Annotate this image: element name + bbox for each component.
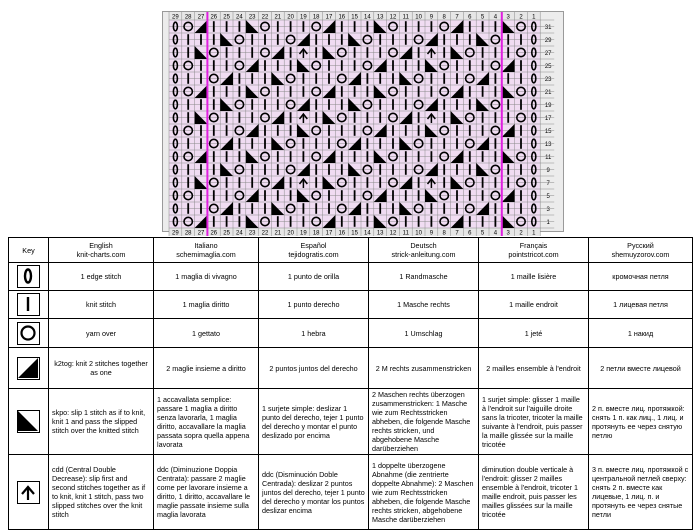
col-number-top: 18 <box>312 14 320 21</box>
col-number-bottom: 20 <box>287 230 294 237</box>
header-key: Key <box>9 238 49 263</box>
row-number: 13 <box>544 142 552 149</box>
legend-it: 1 accavallata semplice: passare 1 maglia a diritto senza lavorarla, 1 maglia diritto, accavallare la maglia passata sopra quella appena lavorata <box>154 389 259 455</box>
row-number: 29 <box>544 38 552 45</box>
col-number-top: 26 <box>210 14 218 21</box>
legend-fr: 1 maille endroit <box>479 291 589 319</box>
col-number-bottom: 25 <box>223 230 230 237</box>
col-number-bottom: 29 <box>172 230 179 237</box>
col-number-top: 15 <box>351 14 358 21</box>
col-number-top: 9 <box>429 14 434 21</box>
col-number-bottom: 8 <box>442 230 446 237</box>
legend-ru: 1 лицевая петля <box>589 291 693 319</box>
col-number-bottom: 21 <box>274 230 282 237</box>
col-number-bottom: 26 <box>210 230 218 237</box>
row-number: 7 <box>546 181 550 188</box>
col-number-top: 2 <box>519 14 523 21</box>
row-number: 15 <box>544 129 552 136</box>
row-number: 27 <box>544 51 552 58</box>
col-number-top: 22 <box>261 14 269 21</box>
header-russian: Русский shemuyzorov.com <box>589 238 693 263</box>
legend-es: 1 punto de orilla <box>259 263 369 291</box>
col-number-bottom: 5 <box>480 230 485 237</box>
col-number-top: 1 <box>532 14 536 21</box>
col-number-top: 10 <box>415 14 422 21</box>
legend-en: k2tog: knit 2 stitches together as one <box>49 348 154 389</box>
knitting-chart-svg <box>163 12 563 237</box>
legend-de: 2 M rechts zusammenstricken <box>369 348 479 389</box>
legend-de: 1 Randmasche <box>369 263 479 291</box>
col-number-top: 5 <box>480 14 485 21</box>
legend-ru: кромочная петля <box>589 263 693 291</box>
legend-row-cdd <box>9 455 693 530</box>
legend-it: 1 maglia diritto <box>154 291 259 319</box>
col-number-bottom: 2 <box>519 230 523 237</box>
col-number-bottom: 28 <box>184 230 192 237</box>
k2tog-icon <box>17 357 40 380</box>
col-number-top: 27 <box>197 14 205 21</box>
col-number-top: 25 <box>223 14 230 21</box>
row-number: 23 <box>544 77 552 84</box>
col-number-top: 20 <box>287 14 294 21</box>
knit-stitch-icon <box>17 293 40 316</box>
legend-es: ddc (Disminución Doble Centrada): deslizar 2 puntos juntos del derecho, tejer 1 punto del derecho y montar los puntos deslizar encima <box>259 455 369 530</box>
col-number-bottom: 27 <box>197 230 205 237</box>
row-number: 3 <box>546 207 550 214</box>
row-number: 21 <box>544 90 552 97</box>
col-number-bottom: 22 <box>261 230 269 237</box>
skpo-icon <box>17 410 40 433</box>
legend-es: 1 hebra <box>259 319 369 348</box>
col-number-top: 14 <box>364 14 371 21</box>
col-number-top: 12 <box>389 14 397 21</box>
col-number-top: 23 <box>248 14 256 21</box>
col-number-bottom: 1 <box>532 230 536 237</box>
col-number-top: 3 <box>506 14 510 21</box>
col-number-top: 7 <box>455 14 459 21</box>
legend-en: cdd (Central Double Decrease): slip first and second stitches together as if to knit, knit 1 stitch, pass two slipped stitches over the knit stitch <box>49 455 154 530</box>
row-number: 31 <box>544 25 552 32</box>
col-number-bottom: 3 <box>506 230 510 237</box>
legend-it: 2 maglie insieme a diritto <box>154 348 259 389</box>
col-number-top: 17 <box>325 14 333 21</box>
col-number-bottom: 13 <box>376 230 384 237</box>
legend-en: yarn over <box>49 319 154 348</box>
col-number-bottom: 9 <box>429 230 434 237</box>
legend-row-edge-stitch <box>9 263 693 291</box>
legend-it: 1 gettato <box>154 319 259 348</box>
legend-de: 1 doppelte überzogene Abnahme (die zentrierte doppelte Abnahme): 2 Maschen wie zum Rechtsstricken abheben, die folgende Masche rechts stricken, abgehobene Masche darüberziehen <box>369 455 479 530</box>
col-number-bottom: 11 <box>402 230 409 237</box>
legend-de: 1 Masche rechts <box>369 291 479 319</box>
col-number-top: 21 <box>274 14 282 21</box>
col-number-top: 16 <box>338 14 346 21</box>
legend-es: 1 punto derecho <box>259 291 369 319</box>
legend-de: 1 Umschlag <box>369 319 479 348</box>
header-german: Deutsch strick-anleitung.com <box>369 238 479 263</box>
col-number-bottom: 12 <box>389 230 397 237</box>
header-english: English knit-charts.com <box>49 238 154 263</box>
col-number-top: 28 <box>184 14 192 21</box>
col-number-top: 19 <box>300 14 307 21</box>
legend-fr: 2 mailles ensemble à l'endroit <box>479 348 589 389</box>
col-number-bottom: 17 <box>325 230 333 237</box>
legend-en: skpo: slip 1 stitch as if to knit, knit 1 and pass the slipped stitch over the knitted stitch <box>49 389 154 455</box>
legend-de: 2 Maschen rechts überzogen zusammenstricken: 1 Masche wie zum Rechtsstricken abheben, die folgende Masche rechts stricken, und abgehobene Masche darüberziehen <box>369 389 479 455</box>
yarn-over-icon <box>17 322 40 345</box>
legend-header-row <box>9 238 693 263</box>
col-number-bottom: 15 <box>351 230 358 237</box>
header-french: Français pointstricot.com <box>479 238 589 263</box>
legend-row-knit-stitch <box>9 291 693 319</box>
col-number-bottom: 16 <box>338 230 346 237</box>
edge-stitch-icon <box>17 265 40 288</box>
col-number-bottom: 24 <box>236 230 243 237</box>
legend-es: 1 surjete simple: deslizar 1 punto del derecho, tejer 1 punto del derecho y montar el punto deslizado por encima <box>259 389 369 455</box>
legend-ru: 2 п. вместе лиц. протяжкой: снять 1 п. как лиц., 1 лиц. и протянуть ее через снятую петлю <box>589 389 693 455</box>
legend-row-skpo <box>9 389 693 455</box>
legend-ru: 2 петли вместе лицевой <box>589 348 693 389</box>
row-number: 19 <box>544 103 552 110</box>
legend-fr: diminution double verticale à l'endroit: glisser 2 mailles ensemble à l'endroit, tricoter 1 maille endroit, puis passer les mailles glissées sur la maille tricotée <box>479 455 589 530</box>
col-number-bottom: 23 <box>248 230 256 237</box>
col-number-top: 29 <box>172 14 179 21</box>
header-italian: Italiano schemimaglia.com <box>154 238 259 263</box>
legend-row-yarn-over <box>9 319 693 348</box>
col-number-bottom: 19 <box>300 230 307 237</box>
col-number-bottom: 4 <box>493 230 498 237</box>
legend-fr: 1 maille lisière <box>479 263 589 291</box>
col-number-top: 4 <box>493 14 498 21</box>
row-number: 11 <box>545 155 552 162</box>
legend-en: 1 edge stitch <box>49 263 154 291</box>
legend-es: 2 puntos juntos del derecho <box>259 348 369 389</box>
legend-ru: 1 накид <box>589 319 693 348</box>
row-number: 5 <box>546 194 550 201</box>
row-number: 1 <box>546 220 550 227</box>
header-spanish: Español tejidogratis.com <box>259 238 369 263</box>
legend-fr: 1 jeté <box>479 319 589 348</box>
row-number: 25 <box>544 64 552 71</box>
col-number-top: 24 <box>236 14 243 21</box>
col-number-bottom: 6 <box>468 230 472 237</box>
cdd-icon <box>17 481 40 504</box>
col-number-bottom: 14 <box>364 230 371 237</box>
legend-en: knit stitch <box>49 291 154 319</box>
col-number-top: 8 <box>442 14 446 21</box>
legend-ru: 3 п. вместе лиц. протяжкой с центральной петлей сверху: снять 2 п. вместе как лицевые, 1 лиц. п. и протянуть ее через снятые петли <box>589 455 693 530</box>
legend-it: 1 maglia di vivagno <box>154 263 259 291</box>
legend-table <box>8 237 693 530</box>
col-number-bottom: 18 <box>312 230 320 237</box>
row-number: 9 <box>546 168 550 175</box>
col-number-bottom: 10 <box>415 230 422 237</box>
legend-fr: 1 surjet simple: glisser 1 maille à l'endroit sur l'aiguille droite sans la tricoter, tricoter la maille suivante à l'endroit, puis passer la maille glissée sur la maille tricotée <box>479 389 589 455</box>
col-number-top: 11 <box>402 14 409 21</box>
legend-it: ddc (Diminuzione Doppia Centrata): passare 2 maglie come per lavorare insieme a diritto, 1 diritto, accavallare le maglie passate insieme sulla maglia lavorata <box>154 455 259 530</box>
col-number-top: 6 <box>468 14 472 21</box>
col-number-top: 13 <box>376 14 384 21</box>
legend-row-k2tog <box>9 348 693 389</box>
knitting-chart <box>162 11 564 237</box>
col-number-bottom: 7 <box>455 230 459 237</box>
row-number: 17 <box>544 116 552 123</box>
